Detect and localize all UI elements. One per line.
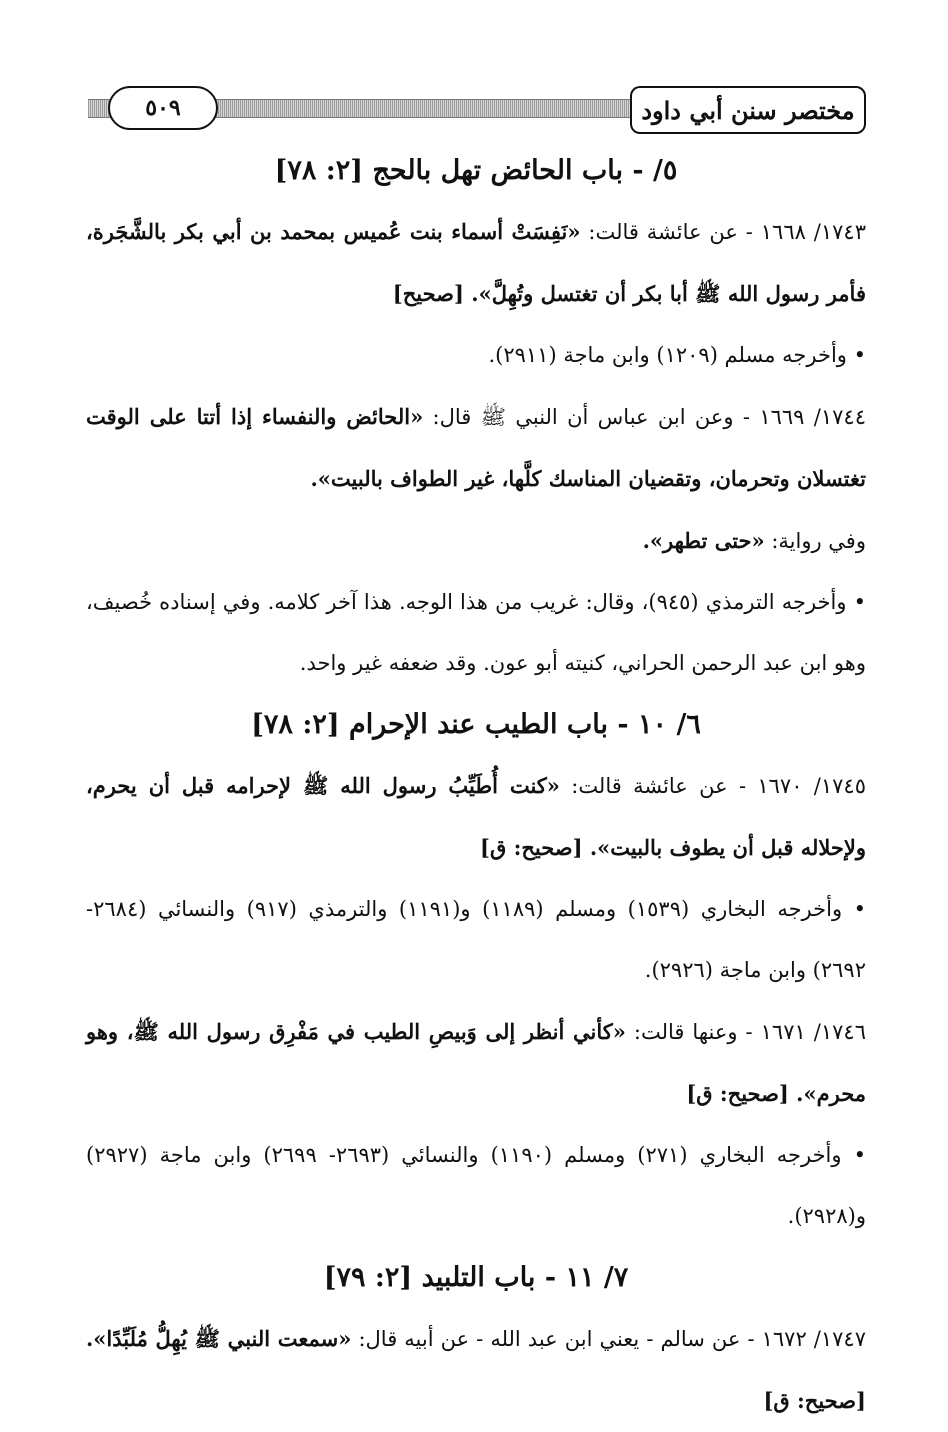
section-title: ٥/ - باب الحائض تهل بالحج [٢: ٧٨] [274, 155, 678, 186]
hadith-text: «كنت أُطَيِّبُ رسول الله ﷺ لإحرامه قبل أن يحرم، ولإحلاله قبل أن يطوف بالبيت». [صحيح: ق] [86, 773, 866, 860]
page-number: ٥٠٩ [108, 86, 218, 130]
takhrij-note: • وأخرجه البخاري (١٥٣٩) ومسلم (١١٨٩) و(١١٩١) والترمذي (٩١٧) والنسائي (٢٦٨٤- ٢٦٩٢) وابن ماجة (٢٩٢٦). [86, 879, 866, 1001]
hadith-text: «سمعت النبي ﷺ يُهِلُّ مُلَبِّدًا». [صحيح: ق] [86, 1326, 866, 1413]
page-content [86, 140, 866, 1432]
page-header [84, 80, 870, 136]
hadith-1745 [86, 755, 866, 879]
hadith-text: «كأني أنظر إلى وَبيصِ الطيب في مَفْرِق رسول الله ﷺ، وهو محرم». [صحيح: ق] [86, 1019, 866, 1106]
hadith-number-intro: ١٧٤٤/ ١٦٦٩ - وعن ابن عباس أن النبي ﷺ قال: [423, 405, 866, 429]
hadith-1746 [86, 1001, 866, 1125]
takhrij-note: • وأخرجه البخاري (٢٧١) ومسلم (١١٩٠) والنسائي (٢٦٩٣- ٢٦٩٩) وابن ماجة (٢٩٢٧) و(٢٩٢٨). [86, 1125, 866, 1247]
hadith-text: «نَفِسَتْ أسماء بنت عُميس بمحمد بن أبي بكر بالشَّجَرة، فأمر رسول الله ﷺ أبا بكر أن تغتسل وتُهِلَّ». [صحيح] [86, 219, 866, 306]
hadith-number-intro: ١٧٤٧/ ١٦٧٢ - عن سالم - يعني ابن عبد الله - عن أبيه قال: [351, 1327, 866, 1351]
hadith-number-intro: ١٧٤٥/ ١٦٧٠ - عن عائشة قالت: [559, 774, 866, 798]
section-title: ٦/ ١٠ - باب الطيب عند الإحرام [٢: ٧٨] [251, 709, 701, 740]
book-title: مختصر سنن أبي داود [630, 86, 866, 134]
section-title: ٧/ ١١ - باب التلبيد [٢: ٧٩] [323, 1262, 629, 1293]
hadith-1743 [86, 201, 866, 325]
takhrij-note: • وأخرجه الترمذي (٩٤٥)، وقال: غريب من هذا الوجه. هذا آخر كلامه. وفي إسناده خُصيف، وهو ابن عبد الرحمن الحراني، كنيته أبو عون. وقد ضعفه غير واحد. [86, 572, 866, 694]
hadith-number-intro: ١٧٤٣/ ١٦٦٨ - عن عائشة قالت: [580, 220, 866, 244]
takhrij-note: • وأخرجه مسلم (١٢٠٩) وابن ماجة (٢٩١١). [86, 325, 866, 386]
hadith-1747 [86, 1308, 866, 1432]
hadith-text: «الحائض والنفساء إذا أتتا على الوقت تغتسلان وتحرمان، وتقضيان المناسك كلَّها، غير الطواف بالبيت». [86, 404, 866, 491]
riwaya-intro: وفي رواية: [764, 529, 866, 553]
riwaya-text: «حتى تطهر». [642, 528, 765, 553]
hadith-1744 [86, 386, 866, 510]
riwaya-line [86, 510, 866, 572]
hadith-number-intro: ١٧٤٦/ ١٦٧١ - وعنها قالت: [625, 1020, 866, 1044]
